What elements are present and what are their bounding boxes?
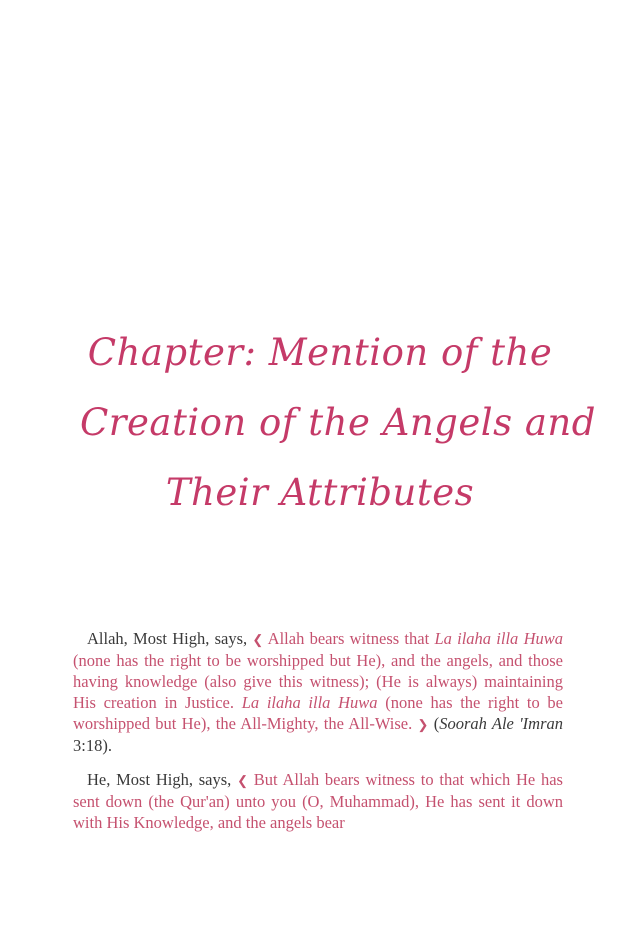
quran-quote-2: But Allah bears witness to that which He has sent down (the Qur'an) unto you (O, Muhammad), He has sent it down with His Knowledge, and the angels bear	[73, 770, 563, 832]
quote-open-bracket: ❮	[252, 632, 264, 647]
transliteration-b: La ilaha illa Huwa	[241, 693, 378, 712]
paragraph-2	[73, 769, 563, 833]
quran-quote-part-b: (none has the right to be worshipped but He), and the angels, and those having knowledge (also give this witness); (He is always) maintaining His creation in Justice.	[73, 651, 563, 712]
quote-close-bracket: ❯	[417, 717, 429, 732]
reference-open: (	[428, 714, 440, 733]
transliteration-a: La ilaha illa Huwa	[434, 629, 563, 648]
chapter-heading-line-3: Their Attributes	[165, 471, 475, 514]
chapter-heading	[80, 318, 596, 528]
paragraph-1	[73, 628, 563, 756]
reference-verse: 3:18).	[73, 736, 112, 755]
paragraph-1-intro: Allah, Most High, says,	[87, 629, 253, 648]
paragraph-2-intro: He, Most High, says,	[87, 770, 238, 789]
chapter-heading-line-1: Chapter: Mention of the	[87, 331, 553, 374]
chapter-heading-line-2: Creation of the Angels and	[80, 401, 596, 444]
reference-surah: Soorah Ale 'Imran	[439, 714, 563, 733]
quran-quote-part-c: (none has the right to be worshipped but He), the All-Mighty, the All-Wise.	[73, 693, 564, 733]
quran-quote-part-a: Allah bears witness that	[263, 629, 435, 648]
quote-open-bracket-2: ❮	[237, 773, 248, 788]
body-text	[73, 628, 563, 846]
